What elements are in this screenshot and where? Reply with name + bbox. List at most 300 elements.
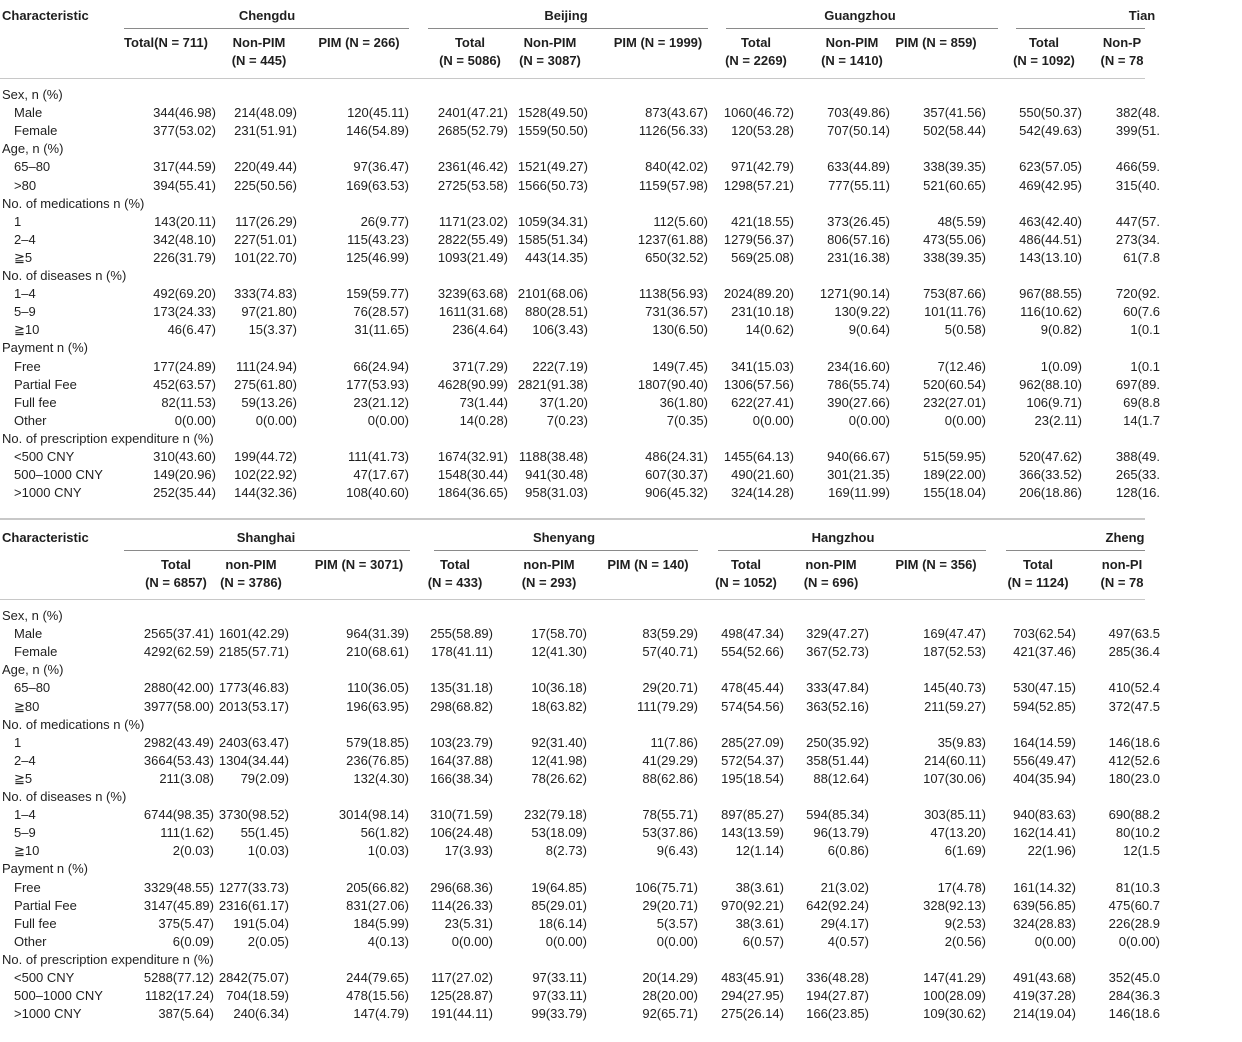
table-cell: 12(1.5 — [1123, 843, 1160, 859]
table-cell: 5(0.58) — [944, 322, 986, 338]
table-cell: 1171(23.02) — [438, 213, 508, 229]
city-header-rule — [428, 28, 708, 29]
column-header: non-PIM — [523, 557, 575, 572]
table-cell: 469(42.95) — [1019, 177, 1082, 193]
table-cell: 1566(50.73) — [517, 177, 588, 193]
table-cell: 8(2.73) — [545, 843, 587, 859]
city-header-rule — [124, 28, 409, 29]
table-cell: 130(6.50) — [652, 322, 708, 338]
table-cell: 149(20.96) — [153, 467, 216, 483]
table-cell: 6(1.69) — [944, 843, 986, 859]
table-cell: 786(55.74) — [827, 376, 890, 392]
table-cell: 125(28.87) — [430, 988, 493, 1004]
table-cell: 145(40.73) — [923, 680, 986, 696]
table-cell: 941(30.48) — [525, 467, 588, 483]
table-cell: 0(0.00) — [451, 933, 493, 949]
table-cell: 101(22.70) — [234, 249, 297, 265]
table-cell: 2(0.03) — [172, 843, 214, 859]
table-cell: 112(5.60) — [653, 213, 708, 229]
table-cell: 520(60.54) — [923, 376, 986, 392]
table-cell: 206(18.86) — [1019, 485, 1082, 501]
table-cell: 14(0.62) — [745, 322, 794, 338]
table-cell: 92(65.71) — [642, 1006, 698, 1022]
table-cell: 324(14.28) — [731, 485, 794, 501]
table-cell: 69(8.8 — [1123, 394, 1160, 410]
row-label: 65–80 — [14, 159, 51, 175]
table-cell: 161(14.32) — [1013, 879, 1076, 895]
table-cell: 1674(32.91) — [437, 449, 508, 464]
table-cell: 1182(17.24) — [144, 988, 214, 1004]
table-cell: 556(49.47) — [1013, 752, 1076, 768]
table-cell: 344(46.98) — [153, 105, 216, 121]
table-cell: 231(16.38) — [827, 249, 890, 265]
table-cell: 2024(89.20) — [723, 286, 794, 302]
section-label: No. of prescription expenditure n (%) — [2, 951, 214, 967]
table-cell: 120(53.28) — [731, 123, 794, 139]
table-cell: 388(49. — [1115, 449, 1160, 464]
city-header: Shenyang — [532, 530, 596, 545]
column-header: Total — [1028, 35, 1060, 50]
table-cell: 3977(58.00) — [143, 698, 214, 714]
column-header: (N = 3786) — [220, 575, 282, 590]
table-cell: 572(54.37) — [721, 752, 784, 768]
table-cell: 147(4.79) — [353, 1006, 409, 1022]
row-label: Full fee — [14, 915, 57, 931]
table-cell: 79(2.09) — [240, 770, 289, 786]
table-cell: 452(63.57) — [153, 376, 216, 392]
table-cell: 18(63.82) — [531, 698, 587, 714]
table-cell: 2403(63.47) — [218, 734, 289, 750]
table-cell: 125(46.99) — [346, 249, 409, 265]
table-cell: 357(41.56) — [923, 105, 986, 121]
table-cell: 1271(90.14) — [819, 286, 890, 302]
table-cell: 1237(61.88) — [637, 231, 708, 247]
table-cell: 195(18.54) — [721, 770, 784, 786]
table-cell: 178(41.11) — [431, 644, 493, 660]
table-cell: 1(0.1 — [1130, 358, 1160, 374]
table-cell: 294(27.95) — [721, 988, 784, 1004]
row-label: 500–1000 CNY — [14, 467, 103, 483]
table-cell: 81(10.3 — [1115, 879, 1160, 895]
table-cell: 490(21.60) — [731, 467, 794, 483]
table-cell: 466(59. — [1115, 159, 1160, 175]
table-cell: 21(3.02) — [820, 879, 869, 895]
table-divider — [0, 518, 1145, 520]
table-cell: 1548(30.44) — [437, 467, 508, 483]
table-cell: 704(18.59) — [226, 988, 289, 1004]
city-header: Beijing — [544, 8, 588, 23]
row-label: >1000 CNY — [14, 1006, 82, 1022]
city-header: Tian — [1128, 8, 1156, 23]
table-cell: 55(1.45) — [240, 825, 289, 841]
section-label: No. of diseases n (%) — [2, 789, 127, 804]
table-cell: 117(27.02) — [431, 970, 493, 985]
table-cell: 214(60.11) — [924, 752, 986, 768]
table-cell: 184(5.99) — [353, 915, 409, 931]
table-cell: 1093(21.49) — [437, 249, 508, 265]
section-label: Sex, n (%) — [2, 608, 63, 623]
section-label: No. of prescription expenditure n (%) — [2, 430, 214, 446]
table-cell: 9(6.43) — [656, 843, 698, 859]
table-cell: 199(44.72) — [234, 449, 297, 464]
table-cell: 940(83.63) — [1013, 807, 1076, 823]
column-header: Total — [160, 557, 192, 572]
table-cell: 220(49.44) — [234, 159, 297, 175]
column-header: (N = 78 — [1100, 575, 1144, 590]
table-cell: 2880(42.00) — [143, 680, 214, 696]
table-cell: 23(5.31) — [444, 915, 493, 931]
table-cell: 0(0.00) — [848, 412, 890, 428]
table-cell: 14(1.7 — [1123, 412, 1160, 428]
city-header: Shanghai — [236, 530, 296, 545]
table-cell: 265(33. — [1115, 467, 1160, 483]
table-cell: 2842(75.07) — [218, 970, 289, 985]
row-label: Other — [14, 412, 47, 428]
table-cell: 1601(42.29) — [218, 626, 289, 642]
column-header: non-PIM — [805, 557, 857, 572]
table-cell: 210(68.61) — [346, 644, 409, 660]
row-label: 1–4 — [14, 286, 36, 302]
column-header: (N = 293) — [521, 575, 577, 590]
table-cell: 324(28.83) — [1013, 915, 1076, 931]
table-cell: 317(44.59) — [153, 159, 216, 175]
table-cell: 940(66.67) — [827, 449, 890, 464]
table-cell: 57(40.71) — [642, 644, 698, 660]
table-cell: 143(13.59) — [721, 825, 784, 841]
table-cell: 9(0.82) — [1040, 322, 1082, 338]
table-cell: 164(14.59) — [1013, 734, 1076, 750]
table-cell: 3147(45.89) — [143, 897, 214, 913]
table-cell: 399(51. — [1115, 123, 1160, 139]
table-cell: 486(24.31) — [645, 449, 708, 464]
table-cell: 971(42.79) — [731, 159, 794, 175]
table-cell: 236(76.85) — [346, 752, 409, 768]
table-cell: 298(68.82) — [430, 698, 493, 714]
column-header: PIM (N = 3071) — [314, 557, 404, 572]
table-cell: 106(24.48) — [430, 825, 493, 841]
table-cell: 114(26.33) — [431, 897, 493, 913]
table-cell: 164(37.88) — [430, 752, 493, 768]
table-cell: 0(0.00) — [367, 412, 409, 428]
table-cell: 371(7.29) — [452, 358, 508, 374]
table-cell: 35(9.83) — [937, 734, 986, 750]
table-cell: 2101(68.06) — [517, 286, 588, 302]
table-cell: 120(45.11) — [347, 105, 409, 121]
table-cell: 542(49.63) — [1019, 123, 1082, 139]
table-cell: 579(18.85) — [346, 734, 409, 750]
table-cell: 0(0.00) — [545, 933, 587, 949]
section-label: No. of diseases n (%) — [2, 268, 127, 283]
table-2 — [0, 522, 1160, 1042]
table-cell: 4292(62.59) — [143, 644, 214, 660]
table-cell: 189(22.00) — [923, 467, 986, 483]
table-cell: 1(0.1 — [1130, 322, 1160, 338]
table-cell: 962(88.10) — [1019, 376, 1082, 392]
table-cell: 231(51.91) — [234, 123, 297, 139]
table-cell: 473(55.06) — [923, 231, 986, 247]
table-cell: 412(52.6 — [1108, 752, 1160, 768]
table-cell: 840(42.02) — [645, 159, 708, 175]
header-body-rule — [0, 78, 1145, 79]
table-cell: 310(71.59) — [430, 807, 493, 823]
table-cell: 0(0.00) — [752, 412, 794, 428]
table-cell: 1059(34.31) — [517, 213, 588, 229]
table-cell: 106(75.71) — [635, 879, 698, 895]
table-cell: 255(58.89) — [430, 626, 493, 642]
table-cell: 76(28.57) — [353, 304, 409, 320]
table-cell: 0(0.00) — [255, 412, 297, 428]
table-cell: 29(20.71) — [642, 897, 698, 913]
table-cell: 633(44.89) — [827, 159, 890, 175]
table-cell: 244(79.65) — [346, 970, 409, 985]
table-cell: 623(57.05) — [1019, 159, 1082, 175]
table-cell: 342(48.10) — [153, 231, 216, 247]
table-cell: 169(47.47) — [923, 626, 986, 642]
table-cell: 275(26.14) — [721, 1006, 784, 1022]
table-cell: 463(42.40) — [1019, 213, 1082, 229]
table-cell: 236(4.64) — [452, 322, 508, 338]
table-cell: 753(87.66) — [923, 286, 986, 302]
row-label: <500 CNY — [14, 970, 75, 985]
row-label: Free — [14, 879, 41, 895]
column-header: (N = 696) — [803, 575, 859, 590]
row-label: Free — [14, 358, 41, 374]
table-cell: 594(85.34) — [806, 807, 869, 823]
row-label: >1000 CNY — [14, 485, 82, 501]
row-label: 65–80 — [14, 680, 51, 696]
table-cell: 301(21.35) — [827, 467, 890, 483]
section-label: Sex, n (%) — [2, 87, 63, 102]
table-cell: 102(22.92) — [234, 467, 297, 483]
table-cell: 92(31.40) — [531, 734, 587, 750]
table-cell: 2(0.56) — [944, 933, 986, 949]
table-cell: 1126(56.33) — [638, 123, 708, 139]
table-cell: 155(18.04) — [923, 485, 986, 501]
table-cell: 4(0.13) — [367, 933, 409, 949]
table-cell: 1188(38.48) — [518, 449, 588, 464]
table-cell: 97(33.11) — [532, 970, 587, 985]
table-cell: 363(52.16) — [806, 698, 869, 714]
column-header: Non-PIM — [825, 35, 879, 50]
table-cell: 394(55.41) — [153, 177, 216, 193]
table-cell: 17(4.78) — [937, 879, 986, 895]
table-cell: 252(35.44) — [153, 485, 216, 501]
table-cell: 109(30.62) — [923, 1006, 986, 1022]
table-cell: 53(18.09) — [531, 825, 587, 841]
table-cell: 17(58.70) — [531, 626, 587, 642]
column-header: (N = 1410) — [821, 53, 883, 68]
table-cell: 116(10.62) — [1020, 304, 1082, 320]
table-cell: 146(18.6 — [1108, 734, 1160, 750]
row-label: Female — [14, 123, 58, 139]
table-cell: 1159(57.98) — [638, 177, 708, 193]
table-cell: 338(39.35) — [923, 249, 986, 265]
table-cell: 1277(33.73) — [218, 879, 289, 895]
table-cell: 492(69.20) — [153, 286, 216, 302]
table-cell: 2013(53.17) — [218, 698, 289, 714]
table-cell: 390(27.66) — [827, 394, 890, 410]
table-cell: 906(45.32) — [645, 485, 708, 501]
row-label: 1 — [14, 734, 22, 750]
table-cell: 159(59.77) — [346, 286, 409, 302]
table-cell: 194(27.87) — [806, 988, 869, 1004]
table-cell: 9(2.53) — [944, 915, 986, 931]
table-cell: 5(3.57) — [656, 915, 698, 931]
table-cell: 108(40.60) — [346, 485, 409, 501]
table-cell: 1060(46.72) — [723, 105, 794, 121]
table-cell: 83(59.29) — [642, 626, 698, 642]
city-header: Zheng — [1105, 530, 1145, 545]
row-label: Partial Fee — [14, 376, 77, 392]
table-cell: 143(20.11) — [154, 213, 216, 229]
table-cell: 12(41.30) — [531, 644, 587, 660]
table-cell: 2685(52.79) — [437, 123, 508, 139]
table-cell: 1807(90.40) — [637, 376, 708, 392]
table-cell: 703(49.86) — [827, 105, 890, 121]
table-cell: 85(29.01) — [531, 897, 587, 913]
table-cell: 967(88.55) — [1019, 286, 1082, 302]
table-cell: 515(59.95) — [923, 449, 986, 464]
table-cell: 38(3.61) — [735, 879, 784, 895]
table-cell: 478(15.56) — [346, 988, 409, 1004]
table-cell: 47(17.67) — [353, 467, 409, 483]
table-cell: 478(45.44) — [721, 680, 784, 696]
table-cell: 196(63.95) — [346, 698, 409, 714]
row-label: Other — [14, 933, 47, 949]
table-cell: 128(16. — [1115, 485, 1160, 501]
table-cell: 387(5.64) — [158, 1006, 214, 1022]
table-cell: 373(26.45) — [827, 213, 890, 229]
table-cell: 88(62.86) — [642, 770, 698, 786]
table-cell: 303(85.11) — [924, 807, 986, 823]
table-cell: 23(21.12) — [353, 394, 409, 410]
table-cell: 103(23.79) — [430, 734, 493, 750]
table-cell: 404(35.94) — [1013, 770, 1076, 786]
table-cell: 10(36.18) — [531, 680, 587, 696]
table-cell: 806(57.16) — [827, 231, 890, 247]
table-cell: 191(5.04) — [233, 915, 289, 931]
table-cell: 3329(48.55) — [143, 879, 214, 895]
column-header: PIM (N = 140) — [607, 557, 689, 572]
table-cell: 143(13.10) — [1019, 249, 1082, 265]
table-cell: 82(11.53) — [161, 394, 216, 410]
table-cell: 110(36.05) — [347, 680, 409, 696]
table-cell: 336(48.28) — [806, 970, 869, 985]
table-cell: 594(52.85) — [1013, 698, 1076, 714]
row-label: 500–1000 CNY — [14, 988, 103, 1004]
column-header: (N = 5086) — [439, 53, 501, 68]
table-cell: 703(62.54) — [1013, 626, 1076, 642]
table-cell: 520(47.62) — [1019, 449, 1082, 464]
row-label: ≧5 — [14, 770, 33, 786]
table-cell: 106(9.71) — [1026, 394, 1082, 410]
table-cell: 7(0.35) — [666, 412, 708, 428]
table-cell: 1279(56.37) — [723, 231, 794, 247]
table-cell: 366(33.52) — [1019, 467, 1082, 483]
table-cell: 61(7.8 — [1123, 249, 1160, 265]
table-cell: 352(45.0 — [1108, 970, 1160, 985]
table-cell: 1559(50.50) — [517, 123, 588, 139]
table-cell: 3014(98.14) — [338, 807, 409, 823]
row-label: Female — [14, 644, 58, 660]
table-cell: 707(50.14) — [827, 123, 890, 139]
table-cell: 144(32.36) — [234, 485, 297, 501]
table-cell: 226(28.9 — [1108, 915, 1160, 931]
table-cell: 177(24.89) — [153, 358, 216, 374]
row-label: Male — [14, 626, 43, 642]
table-cell: 41(29.29) — [642, 752, 698, 768]
column-header: Total — [1022, 557, 1054, 572]
table-cell: 9(0.64) — [848, 322, 890, 338]
table-cell: 5288(77.12) — [143, 970, 214, 985]
table-cell: 97(21.80) — [241, 304, 297, 320]
table-cell: 3730(98.52) — [218, 807, 289, 823]
table-cell: 720(92. — [1115, 286, 1160, 302]
table-cell: 873(43.67) — [645, 105, 708, 121]
table-cell: 1611(31.68) — [438, 304, 508, 320]
table-cell: 22(1.96) — [1027, 843, 1076, 859]
table-cell: 4(0.57) — [827, 933, 869, 949]
table-cell: 338(39.35) — [923, 159, 986, 175]
table-cell: 447(57. — [1115, 213, 1160, 229]
table-cell: 554(52.66) — [721, 644, 784, 660]
table-cell: 130(9.22) — [834, 304, 890, 320]
table-cell: 101(11.76) — [924, 304, 986, 320]
table-cell: 731(36.57) — [645, 304, 708, 320]
table-cell: 375(5.47) — [158, 915, 214, 931]
table-cell: 2401(47.21) — [437, 105, 508, 121]
city-header-rule — [434, 550, 698, 551]
column-header: PIM (N = 266) — [318, 35, 400, 50]
table-cell: 958(31.03) — [525, 485, 588, 501]
table-cell: 6(0.57) — [742, 933, 784, 949]
column-header: PIM (N = 859) — [895, 35, 977, 50]
table-cell: 530(47.15) — [1013, 680, 1076, 696]
table-cell: 2316(61.17) — [218, 897, 289, 913]
row-label: ≧5 — [14, 249, 33, 265]
table-cell: 273(34. — [1115, 231, 1160, 247]
table-cell: 569(25.08) — [731, 249, 794, 265]
column-header: Total — [439, 557, 471, 572]
column-header: PIM (N = 1999) — [613, 35, 703, 50]
table-cell: 97(36.47) — [353, 159, 409, 175]
table-cell: 226(31.79) — [153, 249, 216, 265]
table-cell: 211(59.27) — [924, 698, 986, 714]
table-cell: 2185(57.71) — [218, 644, 289, 660]
table-cell: 574(54.56) — [721, 698, 784, 714]
column-header: Non-PIM — [523, 35, 577, 50]
table-cell: 169(11.99) — [828, 485, 890, 501]
row-label: Partial Fee — [14, 897, 77, 913]
row-label: ≧10 — [14, 322, 40, 338]
table-cell: 491(43.68) — [1013, 970, 1076, 985]
table-cell: 7(12.46) — [937, 358, 986, 374]
table-cell: 177(53.93) — [346, 376, 409, 392]
table-cell: 483(45.91) — [721, 970, 784, 985]
table-cell: 443(14.35) — [525, 249, 588, 265]
table-cell: 6744(98.35) — [143, 807, 214, 823]
table-cell: 48(5.59) — [937, 213, 986, 229]
table-cell: 12(1.14) — [735, 843, 784, 859]
row-label: ≧10 — [14, 843, 40, 859]
table-cell: 2565(37.41) — [143, 626, 214, 642]
table-cell: 341(15.03) — [731, 358, 794, 374]
table-cell: 1(0.03) — [367, 843, 409, 859]
city-header: Hangzhou — [811, 530, 875, 545]
table-cell: 1455(64.13) — [723, 449, 794, 464]
table-cell: 88(12.64) — [813, 770, 869, 786]
table-cell: 20(14.29) — [642, 970, 698, 985]
